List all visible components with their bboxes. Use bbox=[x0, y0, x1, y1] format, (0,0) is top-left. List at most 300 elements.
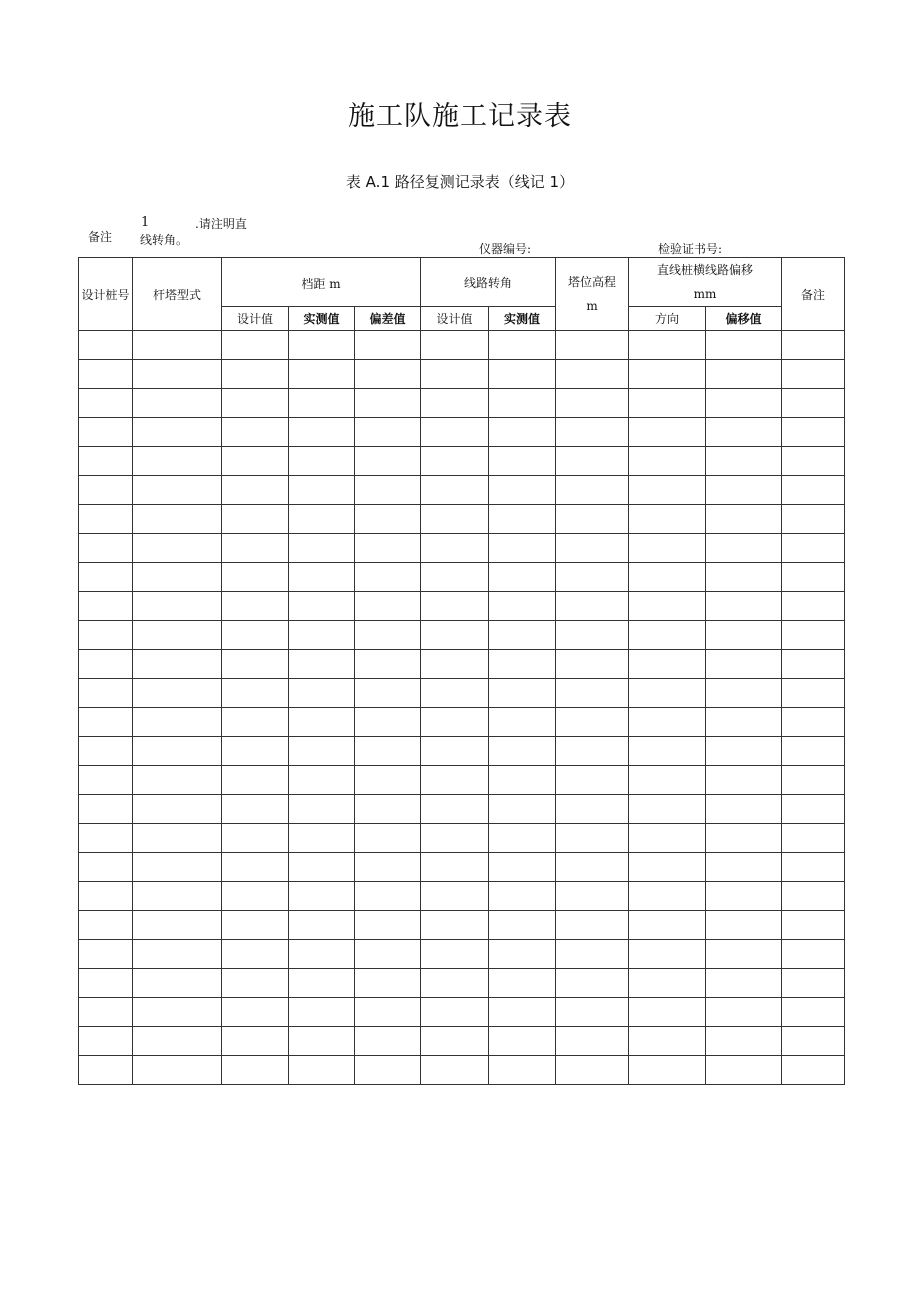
table-cell[interactable] bbox=[706, 679, 782, 708]
table-cell[interactable] bbox=[489, 853, 556, 882]
table-cell[interactable] bbox=[289, 766, 355, 795]
table-cell[interactable] bbox=[79, 853, 133, 882]
table-cell[interactable] bbox=[629, 592, 706, 621]
table-cell[interactable] bbox=[782, 389, 845, 418]
table-cell[interactable] bbox=[629, 534, 706, 563]
table-cell[interactable] bbox=[489, 534, 556, 563]
table-cell[interactable] bbox=[629, 563, 706, 592]
table-cell[interactable] bbox=[79, 708, 133, 737]
table-cell[interactable] bbox=[629, 331, 706, 360]
table-cell[interactable] bbox=[133, 505, 222, 534]
table-cell[interactable] bbox=[706, 853, 782, 882]
table-cell[interactable] bbox=[222, 766, 289, 795]
table-cell[interactable] bbox=[133, 563, 222, 592]
table-cell[interactable] bbox=[79, 389, 133, 418]
table-row bbox=[79, 418, 845, 447]
table-cell[interactable] bbox=[222, 563, 289, 592]
table-cell[interactable] bbox=[222, 418, 289, 447]
table-cell[interactable] bbox=[355, 911, 421, 940]
table-cell[interactable] bbox=[489, 708, 556, 737]
table-cell[interactable] bbox=[629, 505, 706, 534]
table-cell[interactable] bbox=[782, 940, 845, 969]
table-cell[interactable] bbox=[133, 853, 222, 882]
table-cell[interactable] bbox=[421, 505, 489, 534]
table-cell[interactable] bbox=[79, 418, 133, 447]
table-cell[interactable] bbox=[782, 708, 845, 737]
table-cell[interactable] bbox=[421, 679, 489, 708]
table-cell[interactable] bbox=[629, 737, 706, 766]
table-cell[interactable] bbox=[222, 853, 289, 882]
table-cell[interactable] bbox=[782, 563, 845, 592]
table-cell[interactable] bbox=[706, 708, 782, 737]
table-cell[interactable] bbox=[133, 795, 222, 824]
table-cell[interactable] bbox=[133, 969, 222, 998]
table-cell[interactable] bbox=[629, 679, 706, 708]
table-cell[interactable] bbox=[355, 940, 421, 969]
table-cell[interactable] bbox=[706, 621, 782, 650]
subheader-offset-value: 偏移值 bbox=[706, 307, 782, 331]
table-cell[interactable] bbox=[355, 360, 421, 389]
table-cell[interactable] bbox=[556, 824, 629, 853]
table-cell[interactable] bbox=[629, 389, 706, 418]
table-cell[interactable] bbox=[629, 447, 706, 476]
table-cell[interactable] bbox=[133, 360, 222, 389]
table-cell[interactable] bbox=[489, 1056, 556, 1085]
table-row bbox=[79, 882, 845, 911]
table-cell[interactable] bbox=[289, 853, 355, 882]
table-cell[interactable] bbox=[222, 534, 289, 563]
table-cell[interactable] bbox=[489, 650, 556, 679]
table-cell[interactable] bbox=[133, 592, 222, 621]
table-cell[interactable] bbox=[133, 940, 222, 969]
table-cell[interactable] bbox=[782, 766, 845, 795]
table-cell[interactable] bbox=[421, 563, 489, 592]
table-cell[interactable] bbox=[489, 766, 556, 795]
table-cell[interactable] bbox=[289, 563, 355, 592]
table-cell[interactable] bbox=[489, 360, 556, 389]
table-cell[interactable] bbox=[289, 592, 355, 621]
table-cell[interactable] bbox=[289, 679, 355, 708]
table-cell[interactable] bbox=[222, 882, 289, 911]
table-cell[interactable] bbox=[782, 1027, 845, 1056]
table-cell[interactable] bbox=[79, 447, 133, 476]
table-cell[interactable] bbox=[355, 737, 421, 766]
table-cell[interactable] bbox=[133, 998, 222, 1027]
table-cell[interactable] bbox=[289, 1056, 355, 1085]
table-cell[interactable] bbox=[79, 766, 133, 795]
table-cell[interactable] bbox=[355, 534, 421, 563]
table-cell[interactable] bbox=[782, 998, 845, 1027]
table-cell[interactable] bbox=[782, 331, 845, 360]
table-cell[interactable] bbox=[489, 505, 556, 534]
table-cell[interactable] bbox=[79, 1056, 133, 1085]
table-cell[interactable] bbox=[421, 853, 489, 882]
subheader-span-deviation: 偏差值 bbox=[355, 307, 421, 331]
note-label: 备注 bbox=[88, 230, 113, 244]
table-cell[interactable] bbox=[706, 766, 782, 795]
table-cell[interactable] bbox=[222, 331, 289, 360]
table-cell[interactable] bbox=[782, 911, 845, 940]
table-cell[interactable] bbox=[421, 824, 489, 853]
table-cell[interactable] bbox=[222, 360, 289, 389]
table-cell[interactable] bbox=[706, 940, 782, 969]
table-cell[interactable] bbox=[556, 418, 629, 447]
table-cell[interactable] bbox=[133, 824, 222, 853]
table-cell[interactable] bbox=[79, 592, 133, 621]
table-cell[interactable] bbox=[629, 360, 706, 389]
table-cell[interactable] bbox=[421, 592, 489, 621]
table-cell[interactable] bbox=[222, 505, 289, 534]
table-cell[interactable] bbox=[289, 969, 355, 998]
table-cell[interactable] bbox=[556, 447, 629, 476]
table-cell[interactable] bbox=[629, 998, 706, 1027]
table-cell[interactable] bbox=[421, 940, 489, 969]
table-cell[interactable] bbox=[79, 824, 133, 853]
table-cell[interactable] bbox=[421, 766, 489, 795]
table-cell[interactable] bbox=[706, 360, 782, 389]
table-cell[interactable] bbox=[556, 940, 629, 969]
table-cell[interactable] bbox=[355, 766, 421, 795]
table-cell[interactable] bbox=[133, 476, 222, 505]
table-cell[interactable] bbox=[706, 476, 782, 505]
table-cell[interactable] bbox=[629, 824, 706, 853]
table-cell[interactable] bbox=[355, 650, 421, 679]
table-cell[interactable] bbox=[556, 1056, 629, 1085]
table-cell[interactable] bbox=[289, 795, 355, 824]
table-cell[interactable] bbox=[222, 621, 289, 650]
table-cell[interactable] bbox=[706, 505, 782, 534]
table-cell[interactable] bbox=[782, 476, 845, 505]
table-cell[interactable] bbox=[289, 940, 355, 969]
table-cell[interactable] bbox=[289, 389, 355, 418]
table-cell[interactable] bbox=[79, 650, 133, 679]
table-cell[interactable] bbox=[489, 998, 556, 1027]
table-cell[interactable] bbox=[222, 708, 289, 737]
table-cell[interactable] bbox=[706, 563, 782, 592]
table-cell[interactable] bbox=[489, 824, 556, 853]
table-cell[interactable] bbox=[79, 563, 133, 592]
table-cell[interactable] bbox=[289, 476, 355, 505]
table-cell[interactable] bbox=[706, 824, 782, 853]
table-cell[interactable] bbox=[355, 389, 421, 418]
table-cell[interactable] bbox=[629, 853, 706, 882]
table-cell[interactable] bbox=[629, 766, 706, 795]
table-cell[interactable] bbox=[421, 331, 489, 360]
table-cell[interactable] bbox=[421, 911, 489, 940]
header-design-pile: 设计桩号 bbox=[79, 258, 133, 331]
table-cell[interactable] bbox=[421, 534, 489, 563]
table-row bbox=[79, 592, 845, 621]
table-cell[interactable] bbox=[489, 418, 556, 447]
table-cell[interactable] bbox=[133, 911, 222, 940]
table-cell[interactable] bbox=[133, 766, 222, 795]
table-cell[interactable] bbox=[782, 1056, 845, 1085]
table-cell[interactable] bbox=[421, 708, 489, 737]
table-cell[interactable] bbox=[421, 998, 489, 1027]
table-cell[interactable] bbox=[629, 621, 706, 650]
table-cell[interactable] bbox=[133, 331, 222, 360]
table-cell[interactable] bbox=[79, 679, 133, 708]
table-cell[interactable] bbox=[421, 389, 489, 418]
table-cell[interactable] bbox=[133, 389, 222, 418]
table-cell[interactable] bbox=[421, 650, 489, 679]
table-cell[interactable] bbox=[421, 737, 489, 766]
table-cell[interactable] bbox=[79, 534, 133, 563]
table-cell[interactable] bbox=[556, 737, 629, 766]
table-cell[interactable] bbox=[222, 679, 289, 708]
table-cell[interactable] bbox=[706, 650, 782, 679]
table-cell[interactable] bbox=[421, 1027, 489, 1056]
table-row bbox=[79, 476, 845, 505]
table-cell[interactable] bbox=[79, 969, 133, 998]
table-cell[interactable] bbox=[489, 563, 556, 592]
header-tower-elevation bbox=[556, 258, 629, 331]
table-cell[interactable] bbox=[289, 331, 355, 360]
table-cell[interactable] bbox=[489, 592, 556, 621]
table-cell[interactable] bbox=[629, 1056, 706, 1085]
table-cell[interactable] bbox=[556, 766, 629, 795]
table-cell[interactable] bbox=[133, 650, 222, 679]
table-cell[interactable] bbox=[79, 621, 133, 650]
table-cell[interactable] bbox=[706, 1027, 782, 1056]
table-cell[interactable] bbox=[355, 1027, 421, 1056]
table-cell[interactable] bbox=[79, 476, 133, 505]
table-cell[interactable] bbox=[133, 418, 222, 447]
table-cell[interactable] bbox=[289, 911, 355, 940]
table-cell[interactable] bbox=[222, 795, 289, 824]
table-cell[interactable] bbox=[782, 737, 845, 766]
table-cell[interactable] bbox=[706, 592, 782, 621]
table-cell[interactable] bbox=[222, 1027, 289, 1056]
table-cell[interactable] bbox=[782, 592, 845, 621]
table-cell[interactable] bbox=[556, 998, 629, 1027]
table-cell[interactable] bbox=[782, 679, 845, 708]
table-cell[interactable] bbox=[79, 911, 133, 940]
table-cell[interactable] bbox=[629, 708, 706, 737]
table-cell[interactable] bbox=[782, 882, 845, 911]
table-cell[interactable] bbox=[355, 969, 421, 998]
table-cell[interactable] bbox=[489, 795, 556, 824]
table-cell[interactable] bbox=[706, 447, 782, 476]
header-span-label: 档距 m bbox=[301, 276, 341, 291]
table-cell[interactable] bbox=[289, 360, 355, 389]
table-cell[interactable] bbox=[556, 621, 629, 650]
table-cell[interactable] bbox=[355, 505, 421, 534]
table-cell[interactable] bbox=[782, 534, 845, 563]
table-cell[interactable] bbox=[421, 795, 489, 824]
table-cell[interactable] bbox=[629, 940, 706, 969]
table-cell[interactable] bbox=[489, 940, 556, 969]
table-cell[interactable] bbox=[556, 650, 629, 679]
table-cell[interactable] bbox=[782, 505, 845, 534]
table-cell[interactable] bbox=[133, 882, 222, 911]
table-cell[interactable] bbox=[556, 592, 629, 621]
table-cell[interactable] bbox=[79, 882, 133, 911]
table-cell[interactable] bbox=[222, 911, 289, 940]
table-cell[interactable] bbox=[355, 331, 421, 360]
table-cell[interactable] bbox=[556, 389, 629, 418]
table-cell[interactable] bbox=[289, 882, 355, 911]
table-cell[interactable] bbox=[782, 853, 845, 882]
table-cell[interactable] bbox=[133, 708, 222, 737]
table-cell[interactable] bbox=[421, 476, 489, 505]
table-cell[interactable] bbox=[556, 331, 629, 360]
table-cell[interactable] bbox=[629, 911, 706, 940]
table-cell[interactable] bbox=[79, 737, 133, 766]
table-cell[interactable] bbox=[355, 998, 421, 1027]
table-cell[interactable] bbox=[782, 360, 845, 389]
table-cell[interactable] bbox=[289, 621, 355, 650]
table-cell[interactable] bbox=[489, 389, 556, 418]
table-cell[interactable] bbox=[629, 650, 706, 679]
table-cell[interactable] bbox=[489, 1027, 556, 1056]
table-cell[interactable] bbox=[556, 360, 629, 389]
table-cell[interactable] bbox=[355, 853, 421, 882]
table-cell[interactable] bbox=[629, 1027, 706, 1056]
subheader-angle-design: 设计值 bbox=[421, 307, 489, 331]
table-row bbox=[79, 447, 845, 476]
table-cell[interactable] bbox=[782, 621, 845, 650]
table-cell[interactable] bbox=[355, 476, 421, 505]
table-cell[interactable] bbox=[289, 708, 355, 737]
table-cell[interactable] bbox=[355, 418, 421, 447]
table-cell[interactable] bbox=[289, 505, 355, 534]
table-cell[interactable] bbox=[133, 679, 222, 708]
table-cell[interactable] bbox=[782, 969, 845, 998]
table-cell[interactable] bbox=[629, 476, 706, 505]
table-cell[interactable] bbox=[556, 795, 629, 824]
table-cell[interactable] bbox=[629, 418, 706, 447]
table-cell[interactable] bbox=[556, 534, 629, 563]
table-cell[interactable] bbox=[289, 534, 355, 563]
table-cell[interactable] bbox=[706, 969, 782, 998]
table-cell[interactable] bbox=[629, 882, 706, 911]
table-cell[interactable] bbox=[79, 795, 133, 824]
table-cell[interactable] bbox=[133, 737, 222, 766]
table-cell[interactable] bbox=[489, 447, 556, 476]
table-cell[interactable] bbox=[489, 621, 556, 650]
table-cell[interactable] bbox=[79, 1027, 133, 1056]
table-cell[interactable] bbox=[222, 476, 289, 505]
table-cell[interactable] bbox=[79, 505, 133, 534]
table-cell[interactable] bbox=[355, 621, 421, 650]
table-cell[interactable] bbox=[421, 621, 489, 650]
table-cell[interactable] bbox=[133, 1056, 222, 1085]
table-cell[interactable] bbox=[79, 940, 133, 969]
table-cell[interactable] bbox=[79, 360, 133, 389]
table-cell[interactable] bbox=[556, 476, 629, 505]
table-cell[interactable] bbox=[706, 331, 782, 360]
table-cell[interactable] bbox=[489, 882, 556, 911]
table-cell[interactable] bbox=[289, 418, 355, 447]
table-cell[interactable] bbox=[489, 969, 556, 998]
table-cell[interactable] bbox=[222, 998, 289, 1027]
table-cell[interactable] bbox=[133, 534, 222, 563]
table-cell[interactable] bbox=[289, 447, 355, 476]
table-cell[interactable] bbox=[629, 795, 706, 824]
table-cell[interactable] bbox=[289, 737, 355, 766]
table-cell[interactable] bbox=[289, 650, 355, 679]
table-cell[interactable] bbox=[133, 621, 222, 650]
table-cell[interactable] bbox=[556, 505, 629, 534]
table-cell[interactable] bbox=[489, 476, 556, 505]
table-cell[interactable] bbox=[421, 447, 489, 476]
table-cell[interactable] bbox=[222, 1056, 289, 1085]
table-cell[interactable] bbox=[355, 1056, 421, 1085]
subheader-span-measured: 实测值 bbox=[289, 307, 355, 331]
table-cell[interactable] bbox=[133, 1027, 222, 1056]
table-cell[interactable] bbox=[289, 1027, 355, 1056]
table-cell[interactable] bbox=[489, 331, 556, 360]
table-cell[interactable] bbox=[629, 969, 706, 998]
table-cell[interactable] bbox=[556, 969, 629, 998]
table-cell[interactable] bbox=[782, 795, 845, 824]
table-cell[interactable] bbox=[489, 679, 556, 708]
table-cell[interactable] bbox=[556, 882, 629, 911]
table-cell[interactable] bbox=[355, 679, 421, 708]
table-cell[interactable] bbox=[355, 824, 421, 853]
table-cell[interactable] bbox=[79, 998, 133, 1027]
table-cell[interactable] bbox=[782, 447, 845, 476]
table-cell[interactable] bbox=[222, 650, 289, 679]
table-cell[interactable] bbox=[706, 1056, 782, 1085]
table-cell[interactable] bbox=[556, 708, 629, 737]
table-cell[interactable] bbox=[782, 650, 845, 679]
table-cell[interactable] bbox=[556, 911, 629, 940]
table-cell[interactable] bbox=[706, 418, 782, 447]
table-cell[interactable] bbox=[782, 418, 845, 447]
table-cell[interactable] bbox=[706, 534, 782, 563]
table-cell[interactable] bbox=[421, 882, 489, 911]
header-span bbox=[222, 258, 421, 307]
table-cell[interactable] bbox=[706, 911, 782, 940]
table-cell[interactable] bbox=[421, 360, 489, 389]
table-cell[interactable] bbox=[355, 592, 421, 621]
table-cell[interactable] bbox=[706, 882, 782, 911]
table-cell[interactable] bbox=[222, 824, 289, 853]
table-cell[interactable] bbox=[289, 824, 355, 853]
table-cell[interactable] bbox=[355, 882, 421, 911]
table-cell[interactable] bbox=[556, 679, 629, 708]
table-cell[interactable] bbox=[355, 447, 421, 476]
table-cell[interactable] bbox=[421, 1056, 489, 1085]
table-cell[interactable] bbox=[222, 389, 289, 418]
table-cell[interactable] bbox=[421, 418, 489, 447]
table-cell[interactable] bbox=[222, 592, 289, 621]
table-cell[interactable] bbox=[489, 911, 556, 940]
table-cell[interactable] bbox=[556, 1027, 629, 1056]
table-cell[interactable] bbox=[222, 737, 289, 766]
table-cell[interactable] bbox=[706, 389, 782, 418]
table-cell[interactable] bbox=[355, 795, 421, 824]
table-cell[interactable] bbox=[556, 563, 629, 592]
table-cell[interactable] bbox=[355, 563, 421, 592]
table-cell[interactable] bbox=[421, 969, 489, 998]
table-cell[interactable] bbox=[782, 824, 845, 853]
table-cell[interactable] bbox=[222, 940, 289, 969]
table-cell[interactable] bbox=[706, 795, 782, 824]
table-cell[interactable] bbox=[706, 998, 782, 1027]
table-cell[interactable] bbox=[222, 447, 289, 476]
table-cell[interactable] bbox=[222, 969, 289, 998]
table-cell[interactable] bbox=[489, 737, 556, 766]
table-cell[interactable] bbox=[289, 998, 355, 1027]
table-cell[interactable] bbox=[133, 447, 222, 476]
table-cell[interactable] bbox=[706, 737, 782, 766]
table-cell[interactable] bbox=[79, 331, 133, 360]
table-cell[interactable] bbox=[556, 853, 629, 882]
table-cell[interactable] bbox=[355, 708, 421, 737]
